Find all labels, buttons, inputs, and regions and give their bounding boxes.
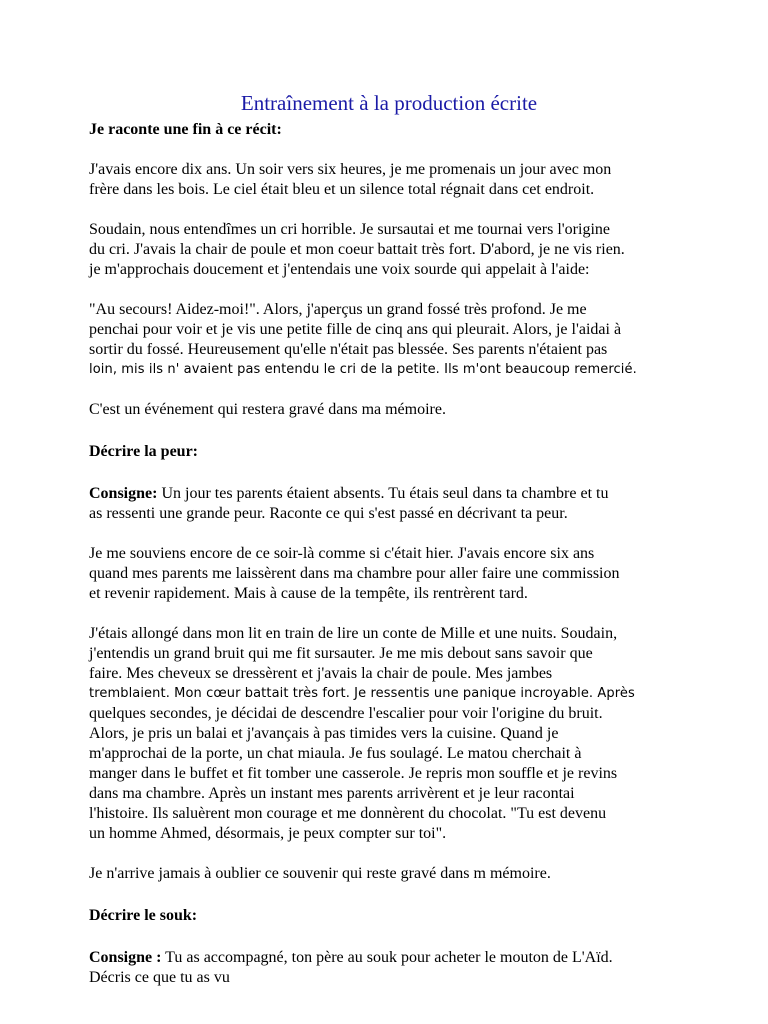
text-line: j'entendis un grand bruit qui me fit sursauter. Je me mis debout sans savoir que bbox=[89, 645, 593, 662]
section-heading-souk: Décrire le souk: bbox=[89, 907, 198, 924]
paragraph bbox=[89, 864, 689, 884]
text-line: sortir du fossé. Heureusement qu'elle n'était pas blessée. Ses parents n'étaient pas bbox=[89, 341, 608, 358]
consigne-label: Consigne: bbox=[89, 485, 158, 502]
text-line: Soudain, nous entendîmes un cri horrible. Je sursautai et me tournai vers l'origine bbox=[89, 221, 610, 238]
section-heading-peur: Décrire la peur: bbox=[89, 443, 198, 460]
text-line: "Au secours! Aidez-moi!". Alors, j'aperçus un grand fossé très profond. Je me bbox=[89, 301, 587, 318]
text-line: tremblaient. Mon cœur battait très fort. Je ressentis une panique incroyable. Après bbox=[89, 686, 635, 701]
text-line: quelques secondes, je décidai de descendre l'escalier pour voir l'origine du bruit. bbox=[89, 705, 603, 722]
text-line: un homme Ahmed, désormais, je peux compter sur toi". bbox=[89, 825, 447, 842]
consigne-text: Un jour tes parents étaient absents. Tu étais seul dans ta chambre et tu bbox=[157, 485, 609, 502]
text-line: Alors, je pris un balai et j'avançais à pas timides vers la cuisine. Quand je bbox=[89, 725, 559, 742]
text-line: Je me souviens encore de ce soir-là comme si c'était hier. J'avais encore six ans bbox=[89, 545, 595, 562]
text-line: manger dans le buffet et fit tomber une casserole. Je repris mon souffle et je revins bbox=[89, 765, 618, 782]
text-line bbox=[89, 484, 689, 504]
text-line: quand mes parents me laissèrent dans ma chambre pour aller faire une commission bbox=[89, 565, 620, 582]
text-line: Décris ce que tu as vu bbox=[89, 969, 230, 986]
paragraph bbox=[89, 400, 689, 420]
text-line: je m'approchais doucement et j'entendais une voix sourde qui appelait à l'aide: bbox=[89, 261, 590, 278]
consigne-paragraph bbox=[89, 484, 689, 524]
paragraph bbox=[89, 300, 689, 380]
paragraph bbox=[89, 624, 689, 844]
text-line: penchai pour voir et je vis une petite fille de cinq ans qui pleurait. Alors, je l'aidai à bbox=[89, 321, 622, 338]
paragraph bbox=[89, 160, 689, 200]
text-line: du cri. J'avais la chair de poule et mon coeur battait très fort. D'abord, je ne vis rien. bbox=[89, 241, 625, 258]
text-line: as ressenti une grande peur. Raconte ce qui s'est passé en décrivant ta peur. bbox=[89, 505, 568, 522]
text-line: l'histoire. Ils saluèrent mon courage et me donnèrent du chocolat. "Tu est devenu bbox=[89, 805, 607, 822]
text-line bbox=[89, 948, 689, 968]
consigne-text: Tu as accompagné, ton père au souk pour acheter le mouton de L'Aïd. bbox=[161, 949, 613, 966]
text-line: m'approchai de la porte, un chat miaula. Je fus soulagé. Le matou cherchait à bbox=[89, 745, 582, 762]
section-heading-fin-recit: Je raconte une fin à ce récit: bbox=[89, 121, 282, 138]
text-line: J'étais allongé dans mon lit en train de lire un conte de Mille et une nuits. Soudain, bbox=[89, 625, 618, 642]
text-line: C'est un événement qui restera gravé dans ma mémoire. bbox=[89, 401, 446, 418]
consigne-paragraph bbox=[89, 948, 689, 988]
page-title: Entraînement à la production écrite bbox=[240, 91, 538, 115]
text-line: dans ma chambre. Après un instant mes parents arrivèrent et je leur racontai bbox=[89, 785, 575, 802]
text-line: frère dans les bois. Le ciel était bleu et un silence total régnait dans cet endroit. bbox=[89, 181, 595, 198]
document-page bbox=[89, 90, 689, 988]
consigne-label: Consigne : bbox=[89, 949, 162, 966]
text-line: Je n'arrive jamais à oublier ce souvenir qui reste gravé dans m mémoire. bbox=[89, 865, 551, 882]
paragraph bbox=[89, 220, 689, 280]
text-line: et revenir rapidement. Mais à cause de la tempête, ils rentrèrent tard. bbox=[89, 585, 528, 602]
text-line: faire. Mes cheveux se dressèrent et j'avais la chair de poule. Mes jambes bbox=[89, 665, 553, 682]
paragraph bbox=[89, 544, 689, 604]
text-line: loin, mis ils n' avaient pas entendu le cri de la petite. Ils m'ont beaucoup remercié. bbox=[89, 362, 637, 377]
text-line: J'avais encore dix ans. Un soir vers six heures, je me promenais un jour avec mon bbox=[89, 161, 612, 178]
